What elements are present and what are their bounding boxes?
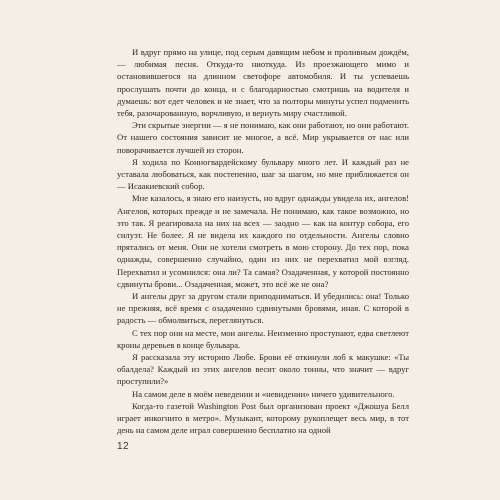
paragraph: Я ходила по Конногвардейскому бульвару много лет. И каждый раз не уставала любоваться, как постепенно, шаг за шагом, но мне приближается он — Исаакиевский собор.: [117, 156, 409, 192]
paragraph: И вдруг прямо на улице, под серым давящим небом и проливным дождём, — любимая песня. Откуда-то ниоткуда. Из проезжающего мимо и остановившегося на длинном светофоре автомобиля. И ты успеваешь прослушать почти до конца, и с благодарностью смотришь на водителя и думаешь: вот едет человек и не знает, что за полторы минуты успел подменить тебя, разочарованную, ворчливую, и вернуть миру счастливой.: [117, 47, 409, 119]
paragraph: Я рассказала эту историю Любе. Брови её откинули лоб к макушке: «Ты обалдела? Каждый из этих ангелов весит около тонны, что значит — вдруг проступили?»: [117, 352, 409, 387]
paragraph: Эти скрытые энергии — я не понимаю, как они работают, но они работают. От нашего состояния зависит не многое, а всё. Мир укрывается от нас или поворачивается лучшей из сторон.: [117, 120, 409, 155]
paragraph: На самом деле в моём неведении и «невидении» ничего удивительного.: [132, 388, 395, 399]
body-text: [117, 46, 409, 437]
paragraph: С тех пор они на месте, мои ангелы. Неизменно проступают, едва светлеют кроны деревьев в конце бульвара.: [117, 327, 409, 350]
paragraph: Когда-то газетой Washington Post был организован проект «Джошуа Белл играет инкогнито в метро». Музыкант, которому рукоплещет весь мир, в тот день на самом деле играл совершенно бесплатно на одной: [117, 400, 409, 436]
paragraph: Мне казалось, я знаю его наизусть, но вдруг однажды увидела их, ангелов! Ангелов, которых прежде и не замечала. Не понимаю, как такое возможно, но это так. Я реагировала на них на всех — заодно — как на контур собора, его силуэт. Не более. Я не видела их каждого по отдельности. Ангелы словно прятались от меня. Они не хотели смотреть в мою сторону. До тех пор, пока однажды, совершенно случайно, один из них не перехватил мой взгляд. Перехватил и усомнился: она ли? Та самая? Озадаченная, у которой постоянно сдвинуты брови... Озадаченная, может, это всё же не она?: [117, 193, 409, 289]
paragraph: И ангелы друг за другом стали приподниматься. И убедились: она! Только не прежняя, всё время с озадаченно сдвинутыми бровями, иная. С которой в радость — обмолвиться, переглянуться.: [117, 291, 409, 326]
page-number: 12: [117, 441, 130, 452]
